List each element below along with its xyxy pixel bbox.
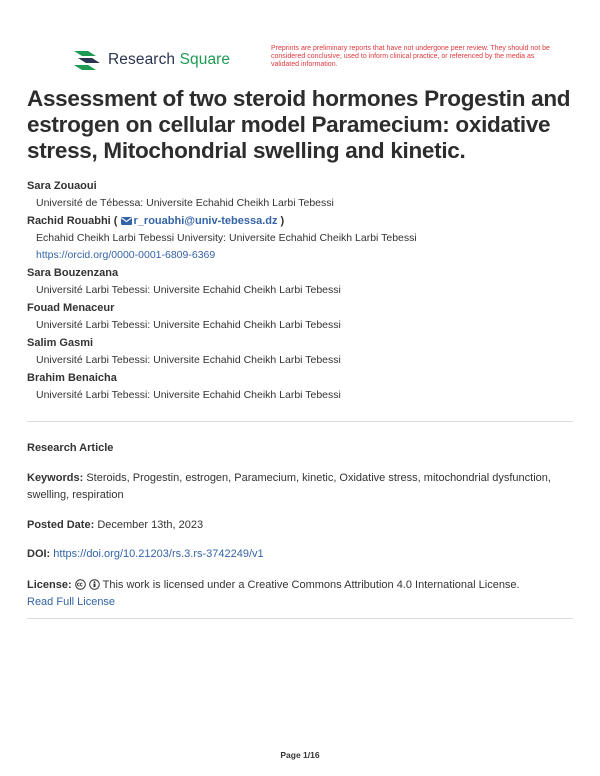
author-entry (27, 178, 577, 212)
keywords-value: Steroids, Progestin, estrogen, Paramecium, kinetic, Oxidative stress, mitochondrial dysfunction, swelling, respiration (27, 472, 551, 501)
license-block (27, 577, 577, 611)
brand-part-research: Research (108, 51, 176, 68)
doi-block (27, 546, 577, 563)
doi-link[interactable]: https://doi.org/10.21203/rs.3.rs-3742249/v1 (53, 548, 264, 560)
keywords-block (27, 470, 577, 504)
author-list (27, 178, 577, 405)
author-entry (27, 300, 577, 334)
license-label: License: (27, 579, 72, 591)
author-name-with-email: Rachid Rouabhi ( r_rouabhi@univ-tebessa.dz ) (27, 215, 285, 227)
author-name: Sara Zouaoui (27, 180, 97, 192)
author-email-link[interactable] (121, 215, 278, 227)
section-divider (27, 618, 573, 619)
author-entry (27, 335, 577, 369)
creative-commons-icon (75, 579, 86, 590)
doi-label: DOI: (27, 548, 51, 560)
license-text: This work is licensed under a Creative Commons Attribution 4.0 International License. (102, 579, 520, 591)
author-name: Salim Gasmi (27, 337, 94, 349)
author-affiliation: Université Larbi Tebessi: Universite Echahid Cheikh Larbi Tebessi (36, 319, 341, 331)
author-name: Sara Bouzenzana (27, 267, 119, 279)
preprint-notice: Preprints are preliminary reports that have not undergone peer review. They should not be considered conclusive, used to inform clinical practice, or referenced by the media as validated information. (271, 45, 550, 68)
section-divider (27, 421, 573, 422)
author-affiliation: Echahid Cheikh Larbi Tebessi University: Universite Echahid Cheikh Larbi Tebessi (36, 232, 417, 244)
keywords-label: Keywords: (27, 472, 84, 484)
author-affiliation: Université Larbi Tebessi: Universite Echahid Cheikh Larbi Tebessi (36, 284, 341, 296)
author-affiliation: Université Larbi Tebessi: Universite Echahid Cheikh Larbi Tebessi (36, 354, 341, 366)
brand-part-square: Square (179, 51, 231, 68)
mail-icon (121, 217, 132, 225)
author-name: Fouad Menaceur (27, 302, 115, 314)
article-type (27, 440, 577, 457)
attribution-icon (89, 579, 100, 590)
author-affiliation: Université de Tébessa: Universite Echahid Cheikh Larbi Tebessi (36, 197, 334, 209)
orcid-link[interactable]: https://orcid.org/0000-0001-6809-6369 (36, 249, 216, 261)
author-entry (27, 213, 577, 264)
author-entry (27, 265, 577, 299)
author-name: Brahim Benaicha (27, 372, 117, 384)
author-email: r_rouabhi@univ-tebessa.dz (133, 215, 278, 227)
posted-date-block (27, 517, 577, 534)
page-number: Page 1/16 (280, 750, 320, 760)
posted-date-value: December 13th, 2023 (97, 519, 204, 531)
author-entry (27, 370, 577, 404)
research-square-logo-icon (72, 47, 102, 73)
research-square-logo[interactable] (72, 47, 230, 73)
brand-name (108, 51, 230, 69)
read-full-license-link[interactable]: Read Full License (27, 596, 116, 608)
author-name: Rachid Rouabhi (27, 215, 111, 227)
posted-date-label: Posted Date: (27, 519, 95, 531)
author-affiliation: Université Larbi Tebessi: Universite Echahid Cheikh Larbi Tebessi (36, 389, 341, 401)
article-type-label: Research Article (27, 442, 114, 454)
paper-title: Assessment of two steroid hormones Progestin and estrogen on cellular model Paramecium: oxidative stress, Mitochondrial swelling and kinetic. (27, 86, 571, 163)
